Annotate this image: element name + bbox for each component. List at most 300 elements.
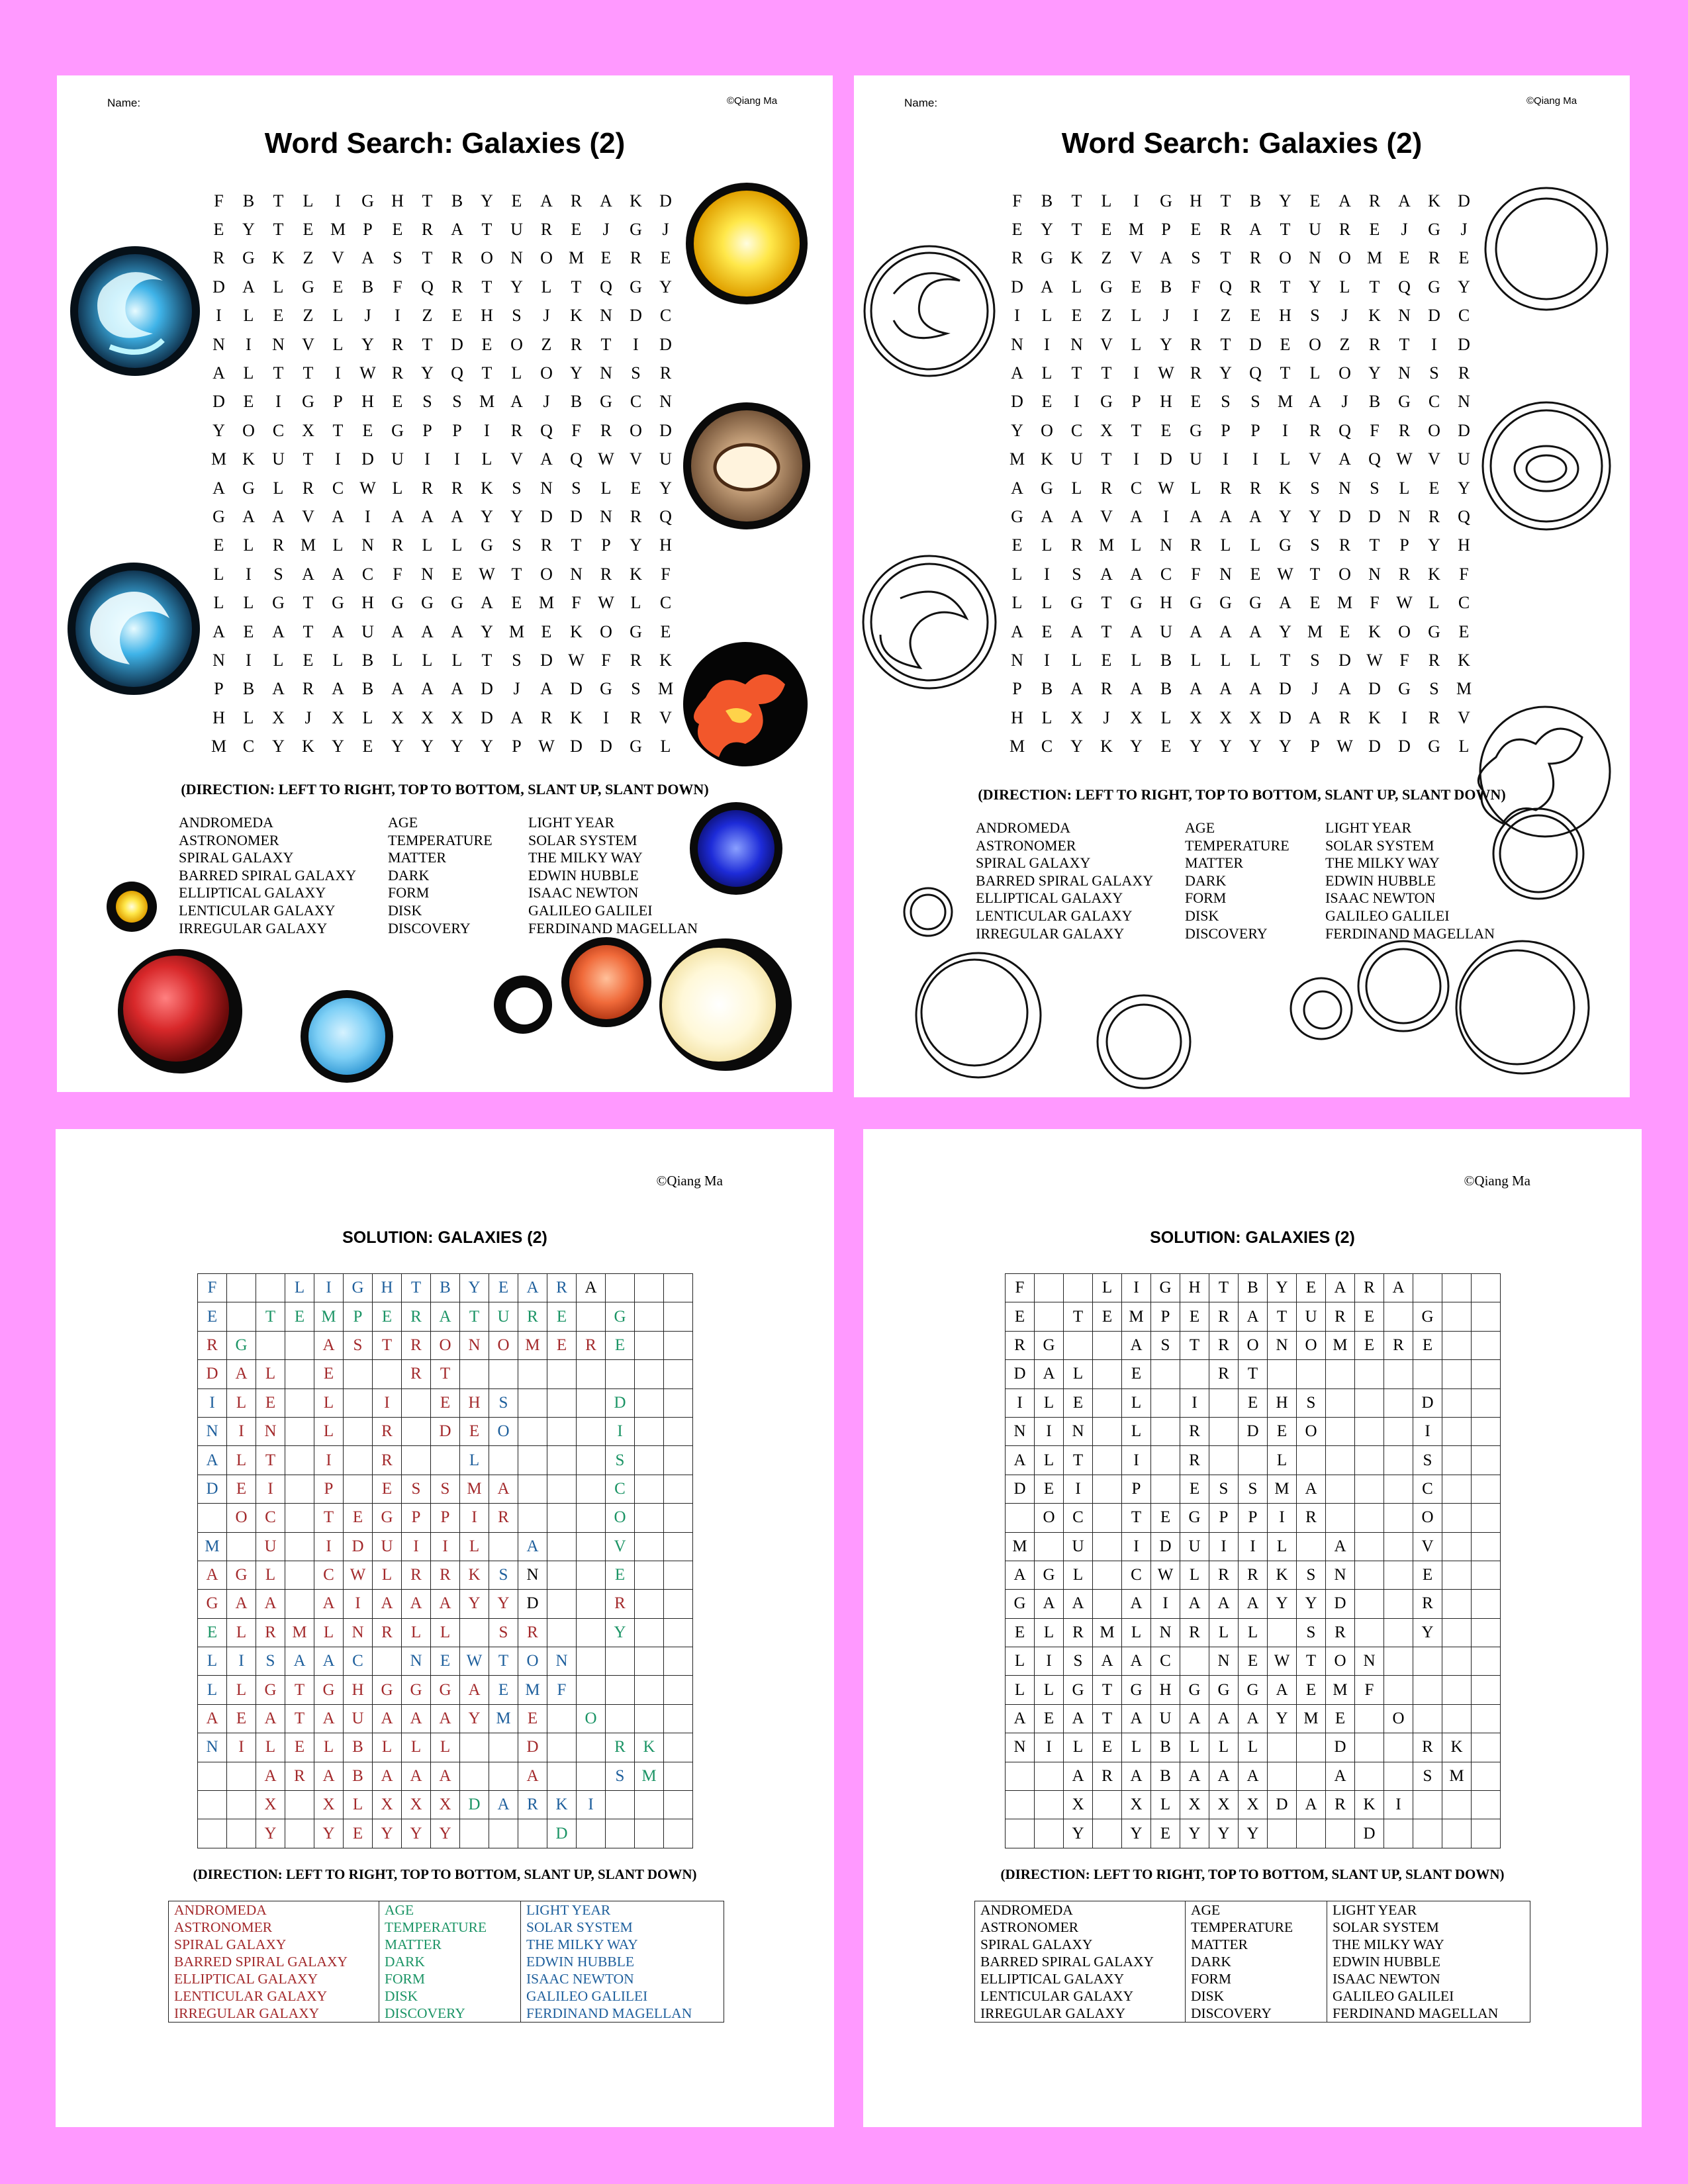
solution-cell xyxy=(664,1274,693,1302)
solution-cell: A xyxy=(314,1590,344,1618)
solution-cell: I xyxy=(198,1389,227,1418)
grid-letter: F xyxy=(1191,564,1201,584)
grid-letter: A xyxy=(1100,564,1113,584)
grid-letter: L xyxy=(1071,650,1082,670)
word-item: THE MILKY WAY xyxy=(526,1936,638,1952)
grid-letter: J xyxy=(543,392,550,412)
solution-cell xyxy=(547,1619,577,1647)
grid-letter: E xyxy=(1458,248,1470,268)
grid-letter: A xyxy=(1070,679,1083,699)
grid-letter: G xyxy=(361,191,374,210)
grid-letter: D xyxy=(659,420,672,440)
grid-letter: P xyxy=(1250,420,1260,440)
solution-cell: T xyxy=(489,1647,518,1676)
solution-cell: U xyxy=(1064,1533,1093,1561)
grid-letter: D xyxy=(1398,737,1411,756)
grid-letter: S xyxy=(1310,306,1320,326)
solution-cell: I xyxy=(1413,1418,1442,1446)
solution-cell xyxy=(1093,1332,1122,1360)
grid-letter: E xyxy=(571,220,582,240)
solution-cell: K xyxy=(1442,1733,1472,1762)
grid-letter: N xyxy=(540,478,553,498)
grid-letter: L xyxy=(1011,593,1023,613)
solution-cell: A xyxy=(314,1332,344,1360)
solution-cell: L xyxy=(1268,1533,1297,1561)
solution-cell xyxy=(547,1561,577,1590)
solution-cell: A xyxy=(1122,1762,1151,1791)
solution-cell: L xyxy=(198,1676,227,1704)
grid-letter: N xyxy=(1368,564,1381,584)
grid-letter: N xyxy=(421,564,434,584)
grid-letter: B xyxy=(242,191,255,210)
grid-letter: Y xyxy=(1130,737,1143,756)
solution-cell: E xyxy=(227,1705,256,1733)
solution-cell xyxy=(518,1446,547,1475)
grid-letter: L xyxy=(243,306,254,326)
solution-cell xyxy=(1442,1332,1472,1360)
solution-cell: Y xyxy=(460,1590,489,1618)
solution-cell: Y xyxy=(1239,1819,1268,1848)
word-item: SPIRAL GALAXY xyxy=(174,1936,287,1952)
grid-letter: G xyxy=(242,478,255,498)
word-item: GALILEO GALILEI xyxy=(1333,1988,1454,2004)
grid-letter: A xyxy=(1190,679,1202,699)
grid-letter: G xyxy=(1100,392,1113,412)
solution-cell: E xyxy=(489,1274,518,1302)
grid-letter: N xyxy=(272,334,285,354)
solution-cell xyxy=(1472,1389,1501,1418)
grid-letter: F xyxy=(571,593,581,613)
grid-letter: I xyxy=(335,191,341,210)
solution-cell xyxy=(1355,1418,1384,1446)
grid-letter: J xyxy=(1341,306,1348,326)
solution-cell xyxy=(664,1533,693,1561)
solution-cell xyxy=(256,1332,285,1360)
grid-letter: L xyxy=(273,650,284,670)
solution-cell xyxy=(635,1676,664,1704)
solution-cell xyxy=(1442,1561,1472,1590)
grid-letter: E xyxy=(243,392,254,412)
solution-cell xyxy=(518,1389,547,1418)
grid-letter: D xyxy=(451,334,463,354)
grid-letter: M xyxy=(538,593,555,613)
word-item: AGE xyxy=(385,1902,414,1918)
solution-cell: L xyxy=(1093,1274,1122,1302)
solution-cell: E xyxy=(1093,1733,1122,1762)
grid-letter: J xyxy=(1341,392,1348,412)
word-list-column-1 xyxy=(169,1901,379,2022)
solution-cell: I xyxy=(402,1533,431,1561)
grid-letter: N xyxy=(212,334,225,354)
solution-cell: N xyxy=(198,1418,227,1446)
solution-cell xyxy=(344,1418,373,1446)
solution-grid xyxy=(197,1273,693,1848)
solution-cell: R xyxy=(606,1590,635,1618)
solution-cell: E xyxy=(373,1302,402,1331)
grid-letter: R xyxy=(1458,363,1470,383)
grid-letter: Z xyxy=(303,248,314,268)
grid-letter: Q xyxy=(1368,449,1381,469)
solution-cell: H xyxy=(460,1389,489,1418)
solution-cell: L xyxy=(314,1619,344,1647)
grid-letter: C xyxy=(630,392,642,412)
solution-cell xyxy=(577,1475,606,1504)
solution-cell: M xyxy=(1326,1332,1355,1360)
word-item: ASTRONOMER xyxy=(174,1919,273,1935)
solution-cell: Y xyxy=(1209,1819,1239,1848)
solution-cell xyxy=(1035,1791,1064,1819)
solution-cell xyxy=(577,1590,606,1618)
solution-cell: E xyxy=(489,1676,518,1704)
solution-cell: G xyxy=(402,1676,431,1704)
word-item: ANDROMEDA xyxy=(980,1902,1073,1918)
grid-letter: Y xyxy=(1309,506,1321,526)
grid-letter: W xyxy=(1396,449,1413,469)
solution-cell: N xyxy=(547,1647,577,1676)
solution-cell xyxy=(664,1389,693,1418)
grid-letter: R xyxy=(421,478,434,498)
word-item: DARK xyxy=(1185,872,1227,889)
grid-letter: A xyxy=(391,679,404,699)
grid-letter: J xyxy=(1401,220,1408,240)
solution-cell: G xyxy=(1151,1274,1180,1302)
grid-letter: Y xyxy=(421,737,434,756)
solution-cell: A xyxy=(431,1705,460,1733)
grid-letter: K xyxy=(242,449,255,469)
grid-letter: A xyxy=(1130,506,1143,526)
grid-letter: D xyxy=(659,191,672,210)
grid-letter: A xyxy=(391,621,404,641)
grid-letter: P xyxy=(1399,535,1409,555)
solution-cell xyxy=(1472,1762,1501,1791)
solution-cell: E xyxy=(1268,1418,1297,1446)
grid-letter: E xyxy=(1160,737,1172,756)
grid-letter: G xyxy=(302,392,314,412)
grid-letter: H xyxy=(1190,191,1202,210)
solution-cell: A xyxy=(402,1590,431,1618)
solution-cell: N xyxy=(1268,1332,1297,1360)
solution-cell xyxy=(1384,1733,1413,1762)
solution-cell xyxy=(1093,1360,1122,1388)
word-item: THE MILKY WAY xyxy=(528,849,643,866)
solution-cell: M xyxy=(198,1533,227,1561)
grid-letter: D xyxy=(1458,191,1470,210)
irregular-galaxy-icon xyxy=(683,642,808,766)
solution-cell: T xyxy=(460,1302,489,1331)
grid-letter: M xyxy=(330,220,346,240)
solution-cell xyxy=(635,1791,664,1819)
grid-letter: T xyxy=(303,593,314,613)
solution-cell xyxy=(1151,1360,1180,1388)
solution-cell: L xyxy=(227,1619,256,1647)
solution-cell: N xyxy=(1006,1733,1035,1762)
grid-letter: O xyxy=(1428,420,1440,440)
solution-cell: A xyxy=(402,1762,431,1791)
grid-letter: G xyxy=(630,277,642,296)
solution-cell: R xyxy=(1413,1733,1442,1762)
solution-cell xyxy=(1384,1590,1413,1618)
solution-cell: P xyxy=(314,1475,344,1504)
grid-letter: Y xyxy=(510,506,523,526)
solution-cell: L xyxy=(1122,1733,1151,1762)
solution-cell xyxy=(402,1446,431,1475)
grid-letter: L xyxy=(541,277,552,296)
word-item: ISAAC NEWTON xyxy=(1325,889,1436,907)
grid-letter: Y xyxy=(1309,277,1321,296)
solution-cell xyxy=(1384,1504,1413,1532)
grid-letter: A xyxy=(1338,191,1351,210)
grid-letter: G xyxy=(600,392,612,412)
solution-cell: L xyxy=(1035,1619,1064,1647)
grid-letter: G xyxy=(630,621,642,641)
solution-cell xyxy=(1442,1819,1472,1848)
grid-letter: C xyxy=(242,737,255,756)
solution-cell xyxy=(1384,1302,1413,1331)
solution-cell xyxy=(402,1418,431,1446)
grid-letter: G xyxy=(1011,506,1023,526)
word-list-column-2 xyxy=(1186,1901,1327,2022)
word-item: SPIRAL GALAXY xyxy=(976,854,1091,872)
solution-cell: L xyxy=(373,1561,402,1590)
solution-cell: M xyxy=(1093,1619,1122,1647)
grid-letter: Q xyxy=(421,277,434,296)
grid-letter: O xyxy=(510,334,523,354)
word-item: TEMPERATURE xyxy=(1185,837,1289,854)
copyright: ©Qiang Ma xyxy=(727,95,778,107)
word-item: MATTER xyxy=(1191,1936,1248,1952)
solution-cell: P xyxy=(431,1504,460,1532)
grid-letter: K xyxy=(630,564,642,584)
solution-cell: L xyxy=(1122,1418,1151,1446)
solution-cell: T xyxy=(314,1504,344,1532)
grid-letter: N xyxy=(1398,363,1411,383)
grid-letter: P xyxy=(1131,392,1141,412)
grid-letter: D xyxy=(540,650,553,670)
solution-cell: R xyxy=(518,1619,547,1647)
solution-cell xyxy=(1384,1418,1413,1446)
word-item: DISCOVERY xyxy=(1191,2005,1272,2021)
grid-letter: A xyxy=(600,191,612,210)
word-item: EDWIN HUBBLE xyxy=(1325,872,1436,889)
grid-letter: A xyxy=(1011,363,1023,383)
word-item: ASTRONOMER xyxy=(976,837,1076,854)
grid-letter: A xyxy=(272,679,285,699)
grid-letter: O xyxy=(242,420,255,440)
grid-letter: E xyxy=(1339,621,1350,641)
solution-cell xyxy=(1442,1446,1472,1475)
grid-letter: D xyxy=(1279,707,1291,727)
solution-cell: Y xyxy=(1064,1819,1093,1848)
grid-letter: R xyxy=(630,650,642,670)
solution-cell xyxy=(1413,1647,1442,1676)
solution-cell xyxy=(227,1762,256,1791)
grid-letter: X xyxy=(1219,707,1232,727)
word-item: ELLIPTICAL GALAXY xyxy=(174,1971,318,1987)
grid-letter: L xyxy=(1190,650,1201,670)
grid-letter: F xyxy=(1370,420,1380,440)
solution-cell xyxy=(227,1274,256,1302)
grid-letter: I xyxy=(1282,420,1288,440)
solution-cell: E xyxy=(227,1475,256,1504)
solution-cell xyxy=(1442,1389,1472,1418)
grid-letter: R xyxy=(421,220,434,240)
grid-letter: N xyxy=(600,363,612,383)
solution-cell: E xyxy=(198,1619,227,1647)
grid-letter: Y xyxy=(1041,220,1053,240)
grid-letter: Y xyxy=(1160,334,1172,354)
grid-letter: A xyxy=(481,593,493,613)
solution-cell: I xyxy=(227,1647,256,1676)
grid-letter: F xyxy=(1191,277,1201,296)
solution-cell: R xyxy=(1180,1418,1209,1446)
solution-cell: M xyxy=(1122,1302,1151,1331)
grid-letter: I xyxy=(633,334,639,354)
grid-letter: N xyxy=(570,564,583,584)
word-item: FERDINAND MAGELLAN xyxy=(1325,925,1495,942)
grid-letter: I xyxy=(246,564,252,584)
grid-letter: Z xyxy=(541,334,552,354)
solution-cell xyxy=(1093,1475,1122,1504)
grid-letter: C xyxy=(1070,420,1083,440)
grid-letter: S xyxy=(1429,679,1439,699)
grid-letter: W xyxy=(568,650,585,670)
solution-cell: A xyxy=(518,1762,547,1791)
grid-letter: U xyxy=(1070,449,1083,469)
grid-letter: A xyxy=(391,506,404,526)
solution-cell xyxy=(547,1418,577,1446)
grid-letter: H xyxy=(1458,535,1470,555)
grid-letter: Y xyxy=(1279,621,1291,641)
solution-cell xyxy=(1297,1360,1326,1388)
solution-cell: F xyxy=(1006,1274,1035,1302)
solution-cell xyxy=(1006,1504,1035,1532)
solution-cell xyxy=(518,1819,547,1848)
grid-letter: M xyxy=(1009,737,1025,756)
grid-letter: E xyxy=(362,420,373,440)
grid-letter: U xyxy=(1309,220,1321,240)
solution-cell: G xyxy=(606,1302,635,1331)
solution-cell: L xyxy=(285,1274,314,1302)
word-item: IRREGULAR GALAXY xyxy=(976,925,1125,942)
solution-cell xyxy=(1355,1533,1384,1561)
solution-cell: T xyxy=(402,1274,431,1302)
grid-letter: A xyxy=(1219,506,1232,526)
grid-letter: M xyxy=(657,679,674,699)
solution-cell xyxy=(1442,1418,1472,1446)
grid-letter: R xyxy=(391,363,404,383)
elliptical-galaxy-icon xyxy=(683,402,810,529)
grid-letter: F xyxy=(661,564,671,584)
grid-letter: T xyxy=(1220,334,1231,354)
grid-letter: I xyxy=(1223,449,1229,469)
grid-letter: G xyxy=(272,593,285,613)
grid-letter: N xyxy=(600,506,612,526)
grid-letter: J xyxy=(602,220,610,240)
solution-cell xyxy=(1384,1360,1413,1388)
solution-cell xyxy=(1472,1590,1501,1618)
solution-cell: M xyxy=(1268,1475,1297,1504)
grid-letter: Q xyxy=(1249,363,1262,383)
solution-cell: G xyxy=(1180,1504,1209,1532)
grid-letter: M xyxy=(1098,535,1115,555)
grid-letter: A xyxy=(1338,449,1351,469)
grid-letter: P xyxy=(601,535,611,555)
grid-letter: C xyxy=(272,420,285,440)
solution-cell xyxy=(1064,1332,1093,1360)
solution-cell: A xyxy=(518,1274,547,1302)
solution-cell xyxy=(1472,1819,1501,1848)
solution-cell: I xyxy=(314,1274,344,1302)
solution-cell: A xyxy=(314,1762,344,1791)
solution-cell: T xyxy=(431,1360,460,1388)
solution-cell: X xyxy=(256,1791,285,1819)
solution-cell: S xyxy=(431,1475,460,1504)
grid-letter: Q xyxy=(1219,277,1232,296)
grid-letter: V xyxy=(302,334,314,354)
word-item: MATTER xyxy=(385,1936,442,1952)
grid-letter: U xyxy=(659,449,672,469)
grid-letter: L xyxy=(1190,478,1201,498)
solution-cell: B xyxy=(431,1274,460,1302)
grid-letter: R xyxy=(1219,478,1232,498)
grid-letter: K xyxy=(570,707,583,727)
grid-letter: E xyxy=(243,621,254,641)
solution-cell: L xyxy=(1064,1561,1093,1590)
grid-letter: E xyxy=(451,306,463,326)
solution-cell xyxy=(606,1819,635,1848)
solution-cell: N xyxy=(198,1733,227,1762)
solution-cell xyxy=(1355,1619,1384,1647)
grid-letter: A xyxy=(510,392,523,412)
grid-letter: W xyxy=(1366,650,1383,670)
word-item: FERDINAND MAGELLAN xyxy=(528,919,698,936)
grid-letter: I xyxy=(395,306,400,326)
grid-letter: V xyxy=(1130,248,1143,268)
grid-letter: R xyxy=(630,707,642,727)
grid-letter: N xyxy=(212,650,225,670)
grid-letter: R xyxy=(570,334,583,354)
solution-cell: A xyxy=(577,1274,606,1302)
grid-letter: F xyxy=(601,650,611,670)
grid-letter: P xyxy=(363,220,373,240)
solution-cell xyxy=(635,1332,664,1360)
word-item: LENTICULAR GALAXY xyxy=(980,1988,1134,2004)
solution-cell: Y xyxy=(373,1819,402,1848)
grid-letter: T xyxy=(481,363,492,383)
solution-cell xyxy=(1384,1475,1413,1504)
grid-letter: E xyxy=(1011,220,1023,240)
grid-letter: H xyxy=(1160,593,1172,613)
solution-cell xyxy=(664,1590,693,1618)
grid-letter: K xyxy=(1368,621,1381,641)
grid-letter: X xyxy=(451,707,463,727)
solution-cell: A xyxy=(373,1762,402,1791)
solution-cell: I xyxy=(1209,1533,1239,1561)
solution-cell: C xyxy=(1064,1504,1093,1532)
solution-cell: P xyxy=(1239,1504,1268,1532)
grid-letter: T xyxy=(1071,363,1082,383)
solution-cell: D xyxy=(606,1389,635,1418)
solution-cell xyxy=(1268,1619,1297,1647)
solution-cell xyxy=(1442,1533,1472,1561)
solution-cell xyxy=(664,1561,693,1590)
grid-letter: T xyxy=(1101,449,1112,469)
grid-letter: E xyxy=(392,220,403,240)
solution-cell: W xyxy=(1268,1647,1297,1676)
solution-cell xyxy=(547,1705,577,1733)
solution-cell xyxy=(1384,1647,1413,1676)
solution-cell: N xyxy=(1209,1647,1239,1676)
